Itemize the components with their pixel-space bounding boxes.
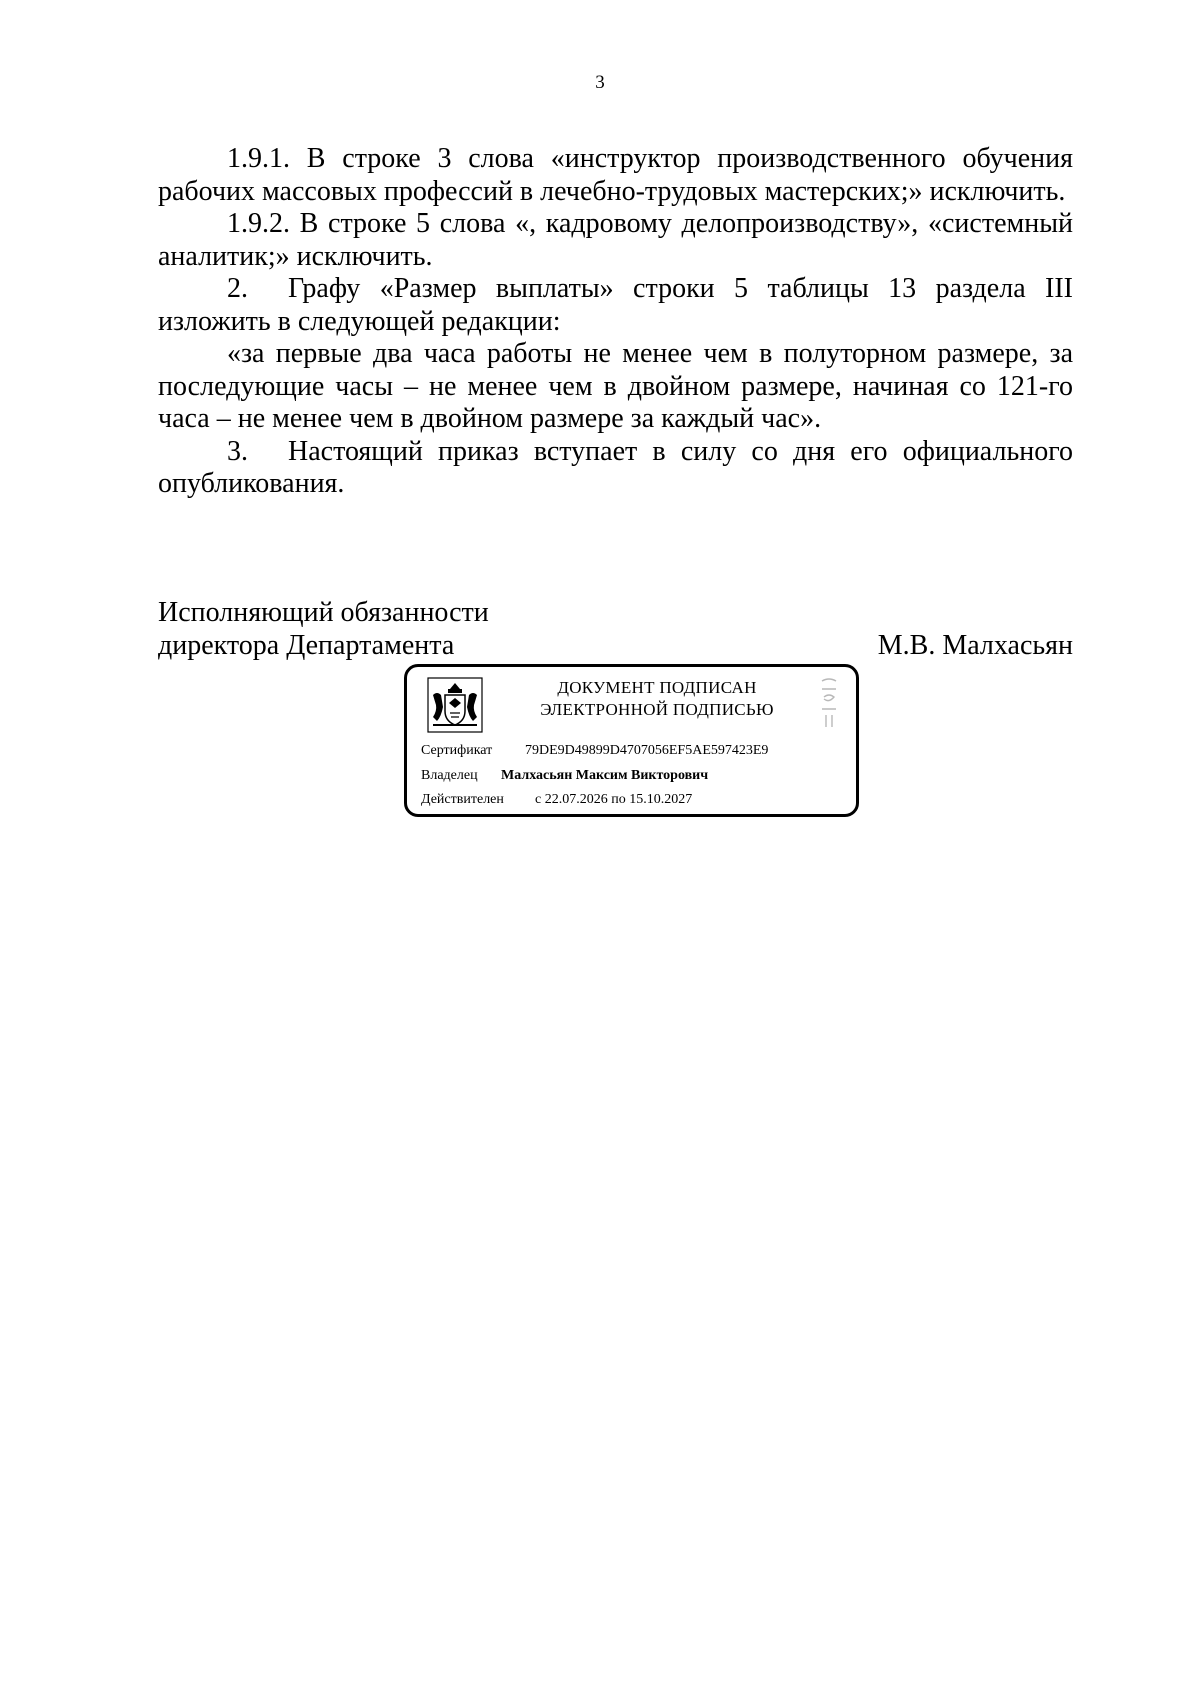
stamp-title-line-2: ЭЛЕКТРОННОЙ ПОДПИСЬЮ — [540, 700, 774, 719]
paragraph-2 — [158, 273, 1073, 338]
signatory-position-line-2: директора Департамента — [158, 629, 455, 661]
paragraph-quote: «за первые два часа работы не менее чем в полуторном размере, за последующие часы – не менее чем в двойном размере, начиная со 121-го часа – не менее чем в двойном размере за каждый час». — [158, 338, 1073, 434]
coat-of-arms-icon — [427, 677, 483, 733]
validity-label: Действителен — [421, 792, 504, 807]
paragraph-3-text: Настоящий приказ вступает в силу со дня его официального опубликования. — [158, 435, 1073, 499]
paragraph-1-9-1: 1.9.1. В строке 3 слова «инструктор производственного обучения рабочих массовых профессий в лечебно-трудовых мастерских;» исключить. — [158, 143, 1073, 207]
certificate-value: 79DE9D49899D4707056EF5AE597423E9 — [525, 743, 769, 758]
owner-label: Владелец — [421, 768, 478, 783]
validity-row — [421, 791, 692, 809]
stamp-title-line-1: ДОКУМЕНТ ПОДПИСАН — [557, 678, 757, 697]
validity-value: с 22.07.2026 по 15.10.2027 — [535, 792, 693, 807]
owner-row — [421, 767, 708, 785]
faint-watermark-icon — [816, 675, 842, 735]
body-text — [158, 143, 1073, 501]
paragraph-3 — [158, 436, 1073, 501]
paragraph-3-number: 3. — [227, 435, 248, 467]
certificate-label: Сертификат — [421, 743, 493, 758]
signatory-position-line-1: Исполняющий обязанности — [158, 597, 489, 628]
electronic-signature-stamp — [404, 664, 859, 817]
page-number: 3 — [595, 72, 605, 93]
paragraph-2-text: Графу «Размер выплаты» строки 5 таблицы 13 раздела III изложить в следующей редакции: — [158, 273, 1073, 337]
certificate-row — [421, 742, 768, 760]
paragraph-2-number: 2. — [227, 273, 248, 304]
stamp-title — [507, 677, 807, 721]
signatory-position — [158, 597, 489, 662]
paragraph-1-9-2: 1.9.2. В строке 5 слова «, кадровому делопроизводству», «системный аналитик;» исключить. — [158, 208, 1073, 272]
signatory-name: М.В. Малхасьян — [877, 630, 1073, 661]
owner-value: Малхасьян Максим Викторович — [501, 768, 709, 783]
